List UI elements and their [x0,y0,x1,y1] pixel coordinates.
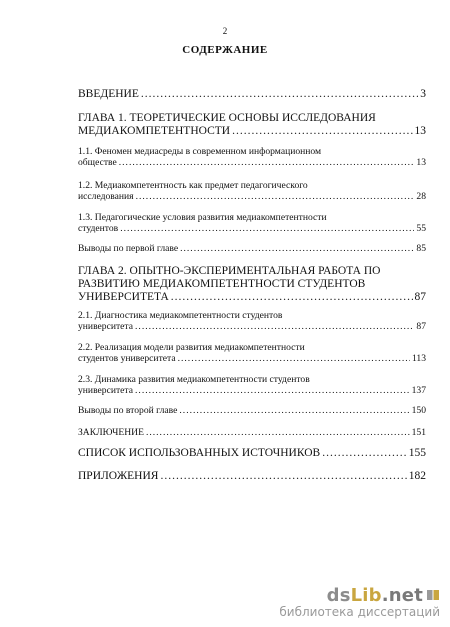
toc-entry-label: исследования [78,191,134,203]
leader-dots [178,353,410,364]
toc-entry-chapter-1 [78,112,426,138]
toc-entry-label: студентов университета [78,353,176,365]
leader-dots [141,88,418,101]
toc-entry-conclusions-2 [78,405,426,416]
toc-page-number: 28 [416,191,426,203]
dslib-logo [279,586,440,606]
toc-page-number: 87 [416,321,426,333]
book-icon [426,588,440,602]
toc-entry-conclusion [78,427,426,438]
watermark-subtitle: библиотека диссертаций [279,604,440,619]
logo-part-lib: Lib [350,585,382,607]
toc-entry-label: СПИСОК ИСПОЛЬЗОВАННЫХ ИСТОЧНИКОВ [78,447,321,459]
leader-dots [322,447,407,460]
toc-page-number: 87 [414,291,426,304]
toc-page-number: 13 [416,157,426,169]
logo-part-net: .net [381,585,423,607]
dslib-watermark [279,586,440,619]
leader-dots [120,223,414,234]
toc-page-number: 3 [420,88,426,100]
toc-entry-1-3 [78,212,426,234]
toc-entry-label: МЕДИАКОМПЕТЕНТНОСТИ [78,125,231,138]
toc-page-number: 137 [411,385,426,397]
toc-page-number: 13 [414,125,426,138]
toc-entry-appendices [78,470,426,483]
leader-dots [160,470,406,483]
toc-entry-1-2 [78,180,426,202]
leader-dots [146,427,410,438]
toc-entry-label: ЗАКЛЮЧЕНИЕ [78,427,144,438]
toc-entry-conclusions-1 [78,243,426,254]
toc-entry-line: ГЛАВА 2. ОПЫТНО-ЭКСПЕРИМЕНТАЛЬНАЯ РАБОТА ПО [78,265,381,277]
toc-entry-label: студентов [78,223,119,235]
toc-entry-label: университета [78,321,134,333]
leader-dots [180,243,414,254]
leader-dots [136,191,415,202]
leader-dots [232,125,412,138]
toc-entry-chapter-2 [78,265,426,305]
logo-part-ds: ds [326,585,351,607]
toc-entry-line: 1.1. Феномен медиасреды в современном информационном [78,146,322,157]
toc-entry-label: ВВЕДЕНИЕ [78,88,139,100]
toc-entry-line: 1.3. Педагогические условия развития медиакомпетентности [78,212,327,223]
toc-entry-introduction [78,88,426,101]
toc-page-number: 182 [408,470,426,482]
toc-entry-2-3 [78,374,426,396]
toc-entry-2-1 [78,310,426,332]
toc-entry-references [78,447,426,460]
toc-entry-line: ГЛАВА 1. ТЕОРЕТИЧЕСКИЕ ОСНОВЫ ИССЛЕДОВАНИЯ [78,112,376,124]
leader-dots [171,291,413,304]
toc-page-number: 151 [411,427,426,438]
toc-page-number: 55 [416,223,426,235]
toc-entry-label: Выводы по первой главе [78,243,179,254]
toc-entry-label: УНИВЕРСИТЕТА [78,291,169,304]
leader-dots [135,385,410,396]
leader-dots [179,405,409,416]
leader-dots [135,321,414,332]
toc-page-number: 113 [411,353,426,365]
toc-entry-line: 2.1. Диагностика медиакомпетентности студентов [78,310,283,321]
toc-entry-label: обществе [78,157,117,169]
toc-entry-line: 1.2. Медиакомпетентность как предмет педагогического [78,180,308,191]
page-title: СОДЕРЖАНИЕ [182,44,268,56]
page-number: 2 [222,26,228,36]
toc-page-number: 155 [408,447,426,459]
toc-entry-1-1 [78,146,426,168]
toc-entry-2-2 [78,342,426,364]
toc-entry-label: университета [78,385,134,397]
toc-entry-line: 2.2. Реализация модели развития медиакомпетентности [78,342,305,353]
leader-dots [119,157,415,168]
toc-entry-label: ПРИЛОЖЕНИЯ [78,470,159,482]
toc-entry-label: Выводы по второй главе [78,405,178,416]
toc-entry-line: 2.3. Динамика развития медиакомпетентности студентов [78,374,310,385]
toc-page-number: 150 [411,405,426,416]
toc-entry-line: РАЗВИТИЮ МЕДИАКОМПЕТЕНТНОСТИ СТУДЕНТОВ [78,278,366,291]
toc-page-number: 85 [416,243,426,254]
